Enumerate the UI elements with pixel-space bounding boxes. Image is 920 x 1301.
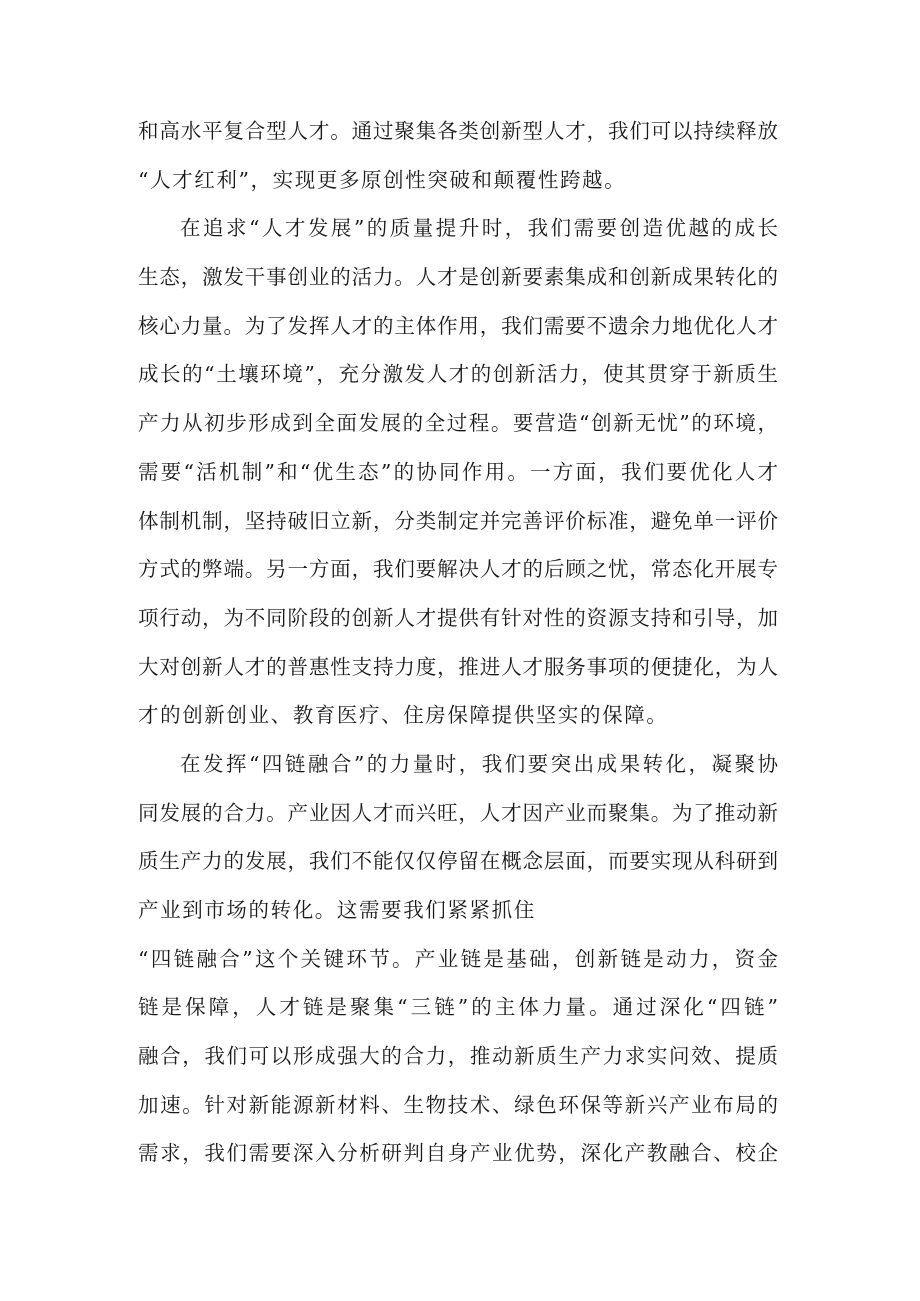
paragraph-3-line-5: “四链融合”这个关键环节。产业链是基础，创新链是动力，资金 (138, 946, 778, 971)
paragraph-3-line-2: 同发展的合力。产业因人才而兴旺，人才因产业而聚集。为了推动新 (138, 800, 778, 825)
paragraph-2-line-3: 核心力量。为了发挥人才的主体作用，我们需要不遗余力地优化人才 (138, 313, 778, 338)
paragraph-2-line-7: 体制机制，坚持破旧立新，分类制定并完善评价标准，避免单一评价 (138, 508, 778, 533)
paragraph-2-line-8: 方式的弊端。另一方面，我们要解决人才的后顾之忧，常态化开展专 (138, 557, 778, 582)
paragraph-2-line-9: 项行动，为不同阶段的创新人才提供有针对性的资源支持和引导，加 (138, 605, 778, 630)
paragraph-2-line-2: 生态，激发干事创业的活力。人才是创新要素集成和创新成果转化的 (138, 265, 778, 290)
paragraph-2-line-5: 产力从初步形成到全面发展的全过程。要营造“创新无忧”的环境， (138, 411, 778, 436)
paragraph-2-line-10: 大对创新人才的普惠性支持力度，推进人才服务事项的便捷化，为人 (138, 654, 778, 679)
document-body (138, 107, 778, 1178)
paragraph-1-line-2: “人才红利”，实现更多原创性突破和颠覆性跨越。 (138, 167, 627, 192)
paragraph-3-line-6: 链是保障，人才链是聚集“三链”的主体力量。通过深化“四链” (138, 995, 778, 1020)
paragraph-3-line-8: 加速。针对新能源新材料、生物技术、绿色环保等新兴产业布局的 (138, 1092, 778, 1117)
paragraph-2-line-1: 在追求“人才发展”的质量提升时，我们需要创造优越的成长 (180, 216, 778, 241)
paragraph-2-line-6: 需要“活机制”和“优生态”的协同作用。一方面，我们要优化人才 (138, 459, 778, 484)
paragraph-3-line-7: 融合，我们可以形成强大的合力，推动新质生产力求实问效、提质 (138, 1044, 778, 1069)
paragraph-2-line-4: 成长的“土壤环境”，充分激发人才的创新活力，使其贯穿于新质生 (138, 362, 778, 387)
paragraph-3-line-9: 需求，我们需要深入分析研判自身产业优势，深化产教融合、校企 (138, 1141, 778, 1166)
paragraph-3-line-4: 产业到市场的转化。这需要我们紧紧抓住 (138, 898, 536, 922)
paragraph-2-line-11: 才的创新创业、教育医疗、住房保障提供坚实的保障。 (138, 703, 669, 728)
paragraph-3-line-3: 质生产力的发展，我们不能仅仅停留在概念层面，而要实现从科研到 (138, 849, 778, 874)
paragraph-1-line-1: 和高水平复合型人才。通过聚集各类创新型人才，我们可以持续释放 (138, 119, 778, 143)
paragraph-3-line-1: 在发挥“四链融合”的力量时，我们要突出成果转化，凝聚协 (180, 751, 778, 776)
